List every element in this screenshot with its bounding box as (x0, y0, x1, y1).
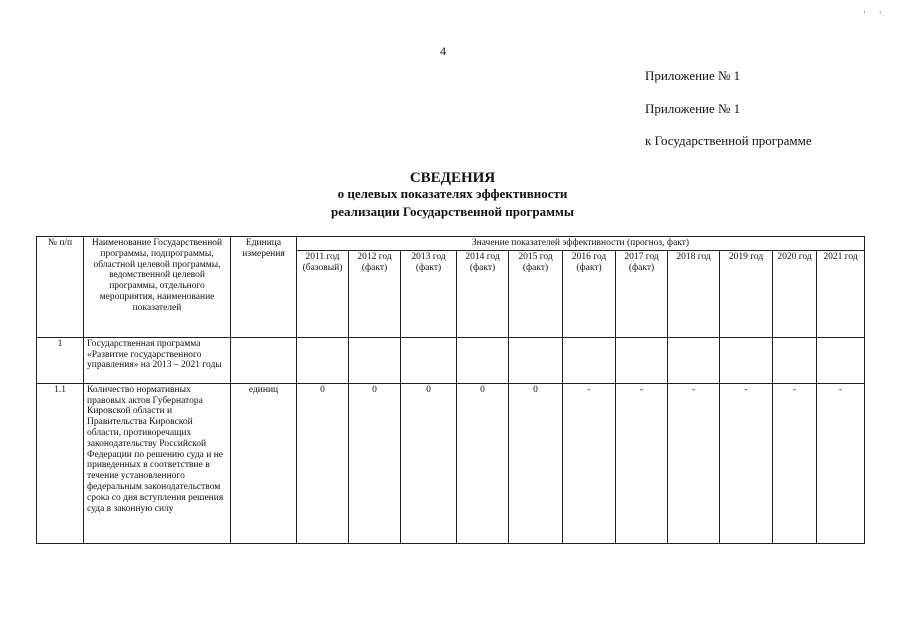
header-year-2019: 2019 год (720, 250, 773, 337)
header-year-2016: 2016 год (факт) (563, 250, 616, 337)
row-value: 0 (349, 383, 401, 543)
header-year-2021: 2021 год (817, 250, 865, 337)
header-year-2015: 2015 год (факт) (509, 250, 563, 337)
header-year-2014: 2014 год (факт) (457, 250, 509, 337)
indicators-table (36, 236, 865, 544)
row-value: 0 (457, 383, 509, 543)
row-value: - (668, 383, 720, 543)
row-num: 1 (37, 337, 84, 383)
row-value (817, 337, 865, 383)
row-value: - (616, 383, 668, 543)
row-name: Государственная программа «Развитие государственного управления» на 2013 – 2021 годы (84, 337, 231, 383)
header-year-2018: 2018 год (668, 250, 720, 337)
row-value (668, 337, 720, 383)
header-year-2013: 2013 год (факт) (401, 250, 457, 337)
table-row (37, 337, 865, 383)
table-row (37, 383, 865, 543)
header-year-2017: 2017 год (факт) (616, 250, 668, 337)
header-values-group: Значение показателей эффективности (прогноз, факт) (297, 237, 865, 251)
appendix-line-1: Приложение № 1 (645, 68, 741, 83)
row-value (616, 337, 668, 383)
header-year-2011: 2011 год (базовый) (297, 250, 349, 337)
row-value (297, 337, 349, 383)
header-year-2020: 2020 год (773, 250, 817, 337)
row-value: - (563, 383, 616, 543)
row-value: 0 (401, 383, 457, 543)
document-subtitle-1: о целевых показателях эффективности (337, 186, 568, 201)
row-value (563, 337, 616, 383)
document-subtitle-2: реализации Государственной программы (331, 204, 574, 219)
header-year-2012: 2012 год (факт) (349, 250, 401, 337)
appendix-line-3: к Государственной программе (645, 133, 812, 148)
row-value (773, 337, 817, 383)
row-name: Количество нормативных правовых актов Губернатора Кировской области и Правительства Кировской области, противоречащих законодательству Российской Федерации по решению суда и не приведенных в соответствие в течение установленного федеральным законодательством срока со дня вступления решения суда в законную силу (84, 383, 231, 543)
row-unit: единиц (231, 383, 297, 543)
header-row-top (37, 237, 865, 251)
row-value: - (720, 383, 773, 543)
row-num: 1.1 (37, 383, 84, 543)
row-value (349, 337, 401, 383)
header-num: № п/п (37, 237, 84, 338)
document-title: СВЕДЕНИЯ (409, 170, 496, 186)
scan-marks: ' ' (863, 10, 887, 20)
page-number: 4 (440, 44, 446, 58)
row-value: 0 (297, 383, 349, 543)
row-value: 0 (509, 383, 563, 543)
row-value (457, 337, 509, 383)
row-value (401, 337, 457, 383)
row-value (509, 337, 563, 383)
appendix-line-2: Приложение № 1 (645, 101, 741, 116)
row-value (720, 337, 773, 383)
header-name: Наименование Государственной программы, подпрограммы, областной целевой программы, ведомственной целевой программы, отдельного мероприятия, наименование показателей (84, 237, 231, 338)
header-unit: Единица измерения (231, 237, 297, 338)
row-value: - (773, 383, 817, 543)
row-value: - (817, 383, 865, 543)
row-unit (231, 337, 297, 383)
